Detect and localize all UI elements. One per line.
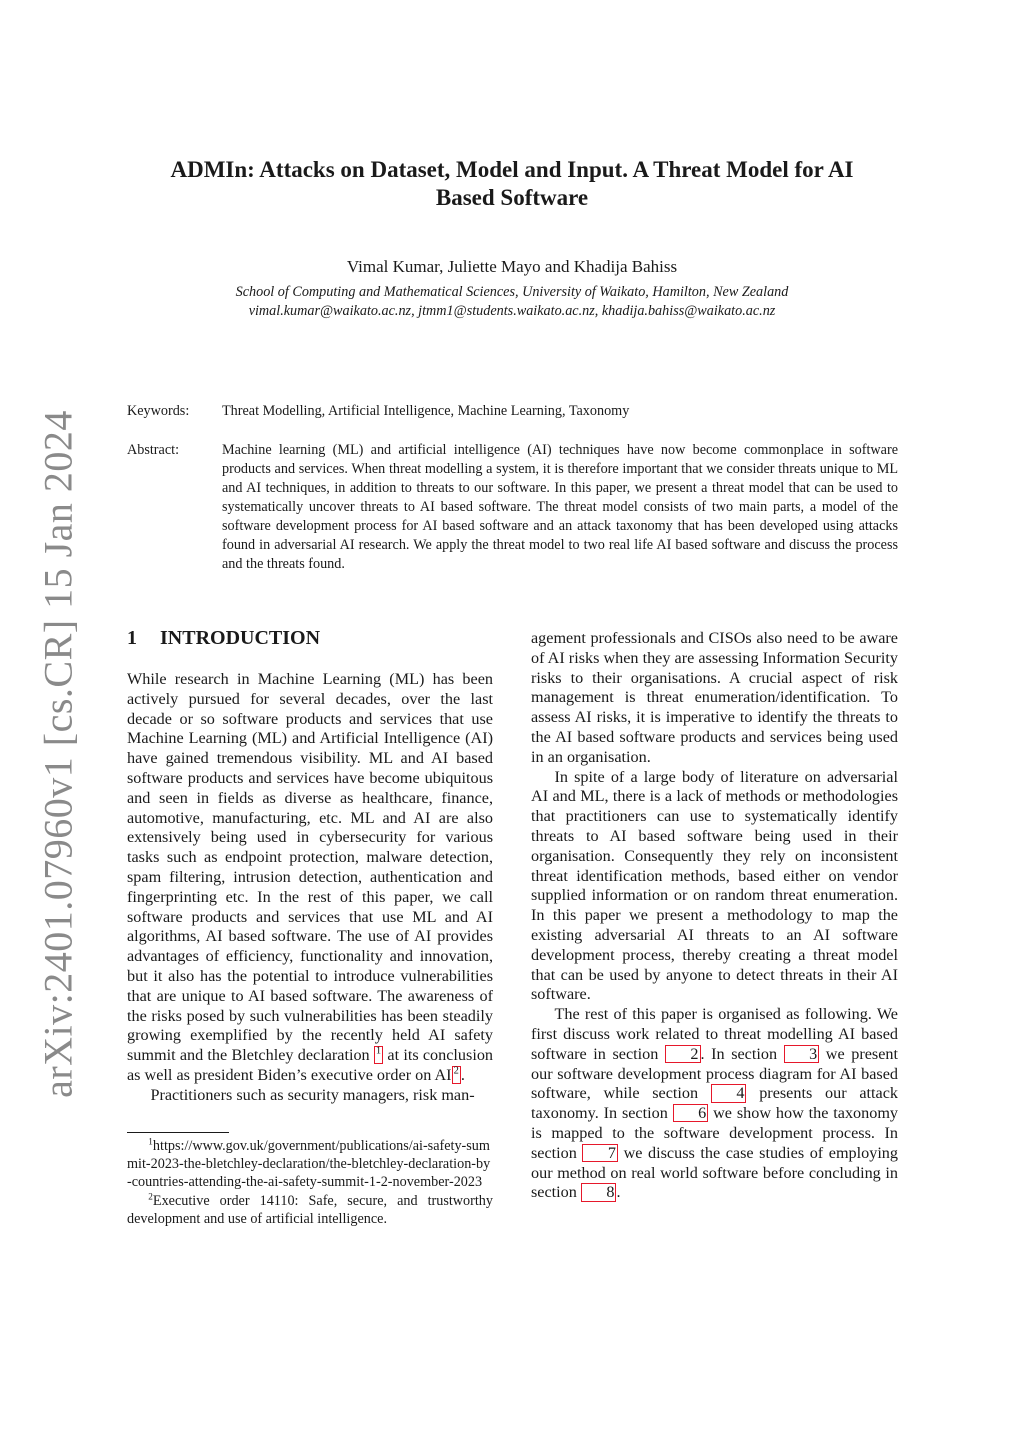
footnote-1-link[interactable]: 1 bbox=[374, 1046, 383, 1064]
section-heading bbox=[127, 626, 320, 650]
p3-text-e: we show how the taxonomy is mapped to the software development process. In section bbox=[531, 1104, 899, 1162]
intro-p1-end: . bbox=[460, 1065, 465, 1084]
section-3-link[interactable]: 3 bbox=[784, 1045, 820, 1063]
right-paragraph-2: In spite of a large body of literature on adversarial AI and ML, there is a lack of methods or methodologies that practitioners can use to systematically identify threats to AI based software being used in their organisation. Consequently they rely on inconsistent threat identification methods, based either on vendor supplied information or on random threat enumeration. In this paper we present a methodology to map the existing adversarial AI threats to an AI software development process, thereby creating a threat model that can be used by anyone to detect threats in their AI software. bbox=[531, 767, 898, 1004]
left-column bbox=[127, 670, 493, 1106]
footnote-2-text: Executive order 14110: Safe, secure, and trustworthy development and use of artificial intelligence. bbox=[127, 1192, 493, 1227]
intro-paragraph-2: Practitioners such as security managers, risk man- bbox=[150, 1085, 475, 1104]
right-column bbox=[531, 629, 898, 1203]
p3-text-b: . In section bbox=[700, 1044, 784, 1063]
keywords-label: Keywords: bbox=[127, 403, 190, 419]
p3-text-a: The rest of this paper is organised as following. We first discuss work related to threat modelling AI based software in section bbox=[531, 1005, 898, 1063]
p3-text-f: we discuss the case studies of employing our method on real world software before concluding in section bbox=[531, 1143, 898, 1202]
footnote-2-mark: 2 bbox=[148, 1190, 153, 1201]
section-number: 1 bbox=[127, 627, 137, 649]
abstract-label: Abstract: bbox=[127, 442, 180, 458]
affiliation: School of Computing and Mathematical Sciences, University of Waikato, Hamilton, New Zealand bbox=[235, 284, 789, 300]
section-7-link[interactable]: 7 bbox=[582, 1144, 618, 1162]
right-paragraph-3 bbox=[531, 1005, 898, 1203]
section-6-link[interactable]: 6 bbox=[673, 1104, 709, 1122]
footnote-1-text[interactable]: https://www.gov.uk/government/publications/ai-safety-summit-2023-the-bletchley-declaration/the-bletchley-declaration-by-countries-attending-the-ai-safety-summit-1-2-november-2023 bbox=[127, 1138, 491, 1191]
section-2-link[interactable]: 2 bbox=[665, 1045, 701, 1063]
p3-text-g: . bbox=[616, 1183, 621, 1202]
section-8-link[interactable]: 8 bbox=[581, 1183, 617, 1201]
intro-p1-text: While research in Machine Learning (ML) has been actively pursued for several decades, over the last decade or so software products and services that use Machine Learning (ML) and Artificial Intelligence (AI) have gained tremendous visibility. ML and AI based software products and services have become ubiquitous and seen in fields as diverse as healthcare, finance, automotive, manufacturing, etc. ML and AI are also extensively being used in cybersecurity for various tasks such as endpoint protection, malware detection, spam filtering, intrusion detection, authentication and fingerprinting etc. In the rest of this paper, we call software products and services that use ML and AI algorithms, AI based software. The use of AI provides advantages of efficiency, functionality and innovation, but it also has the potential to introduce vulnerabilities that are unique to AI based software. The awareness of the risks posed by such vulnerabilities has been steadily growing exemplified by the recently held AI safety summit and the Bletchley declaration bbox=[127, 670, 493, 1065]
right-paragraph-1: agement professionals and CISOs also need to be aware of AI risks when they are assessing Information Security risks to their organisations. A crucial aspect of risk management is threat enumeration/identification. To assess AI risks, it is imperative to identify the threats to the AI based software products and services being used in an organisation. bbox=[531, 629, 898, 766]
footnote-2 bbox=[127, 1192, 493, 1228]
footnote-2-link[interactable]: 2 bbox=[452, 1066, 461, 1084]
footnotes bbox=[127, 1137, 493, 1228]
title-line-2: Based Software bbox=[435, 185, 589, 210]
keywords-text: Threat Modelling, Artificial Intelligence, Machine Learning, Taxonomy bbox=[222, 403, 630, 419]
author-emails: vimal.kumar@waikato.ac.nz, jtmm1@students.waikato.ac.nz, khadija.bahiss@waikato.ac.nz bbox=[248, 303, 776, 319]
section-4-link[interactable]: 4 bbox=[711, 1084, 747, 1102]
footnote-divider bbox=[127, 1132, 229, 1133]
footnote-1-mark: 1 bbox=[148, 1136, 153, 1147]
paper-title bbox=[100, 156, 924, 212]
authors: Vimal Kumar, Juliette Mayo and Khadija Bahiss bbox=[346, 257, 678, 276]
p3-text-c: we present our software development process diagram for AI based software, while section bbox=[531, 1044, 898, 1103]
footnote-1 bbox=[127, 1137, 493, 1192]
abstract-text: Machine learning (ML) and artificial intelligence (AI) techniques have now become commonplace in software products and services. When threat modelling a system, it is therefore important that we consider threats unique to ML and AI techniques, in addition to threats to our software. In this paper, we present a threat model that can be used to systematically uncover threats to AI based software. The threat model consists of two main parts, a model of the software development process for AI based software and an attack taxonomy that has been developed using attacks found in adversarial AI research. We apply the threat model to two real life AI based software and discuss the process and the threats found. bbox=[222, 442, 898, 572]
p3-text-d: presents our attack taxonomy. In section bbox=[531, 1084, 898, 1123]
section-title: INTRODUCTION bbox=[160, 627, 321, 649]
intro-p1-mid: at its conclusion as well as president Biden’s executive order on AI bbox=[127, 1046, 494, 1084]
title-line-1: ADMIn: Attacks on Dataset, Model and Input. A Threat Model for AI bbox=[170, 157, 854, 182]
arxiv-side-stamp: arXiv:2401.07960v1 [cs.CR] 15 Jan 2024 bbox=[35, 410, 81, 1098]
intro-paragraph-1 bbox=[127, 670, 493, 1086]
